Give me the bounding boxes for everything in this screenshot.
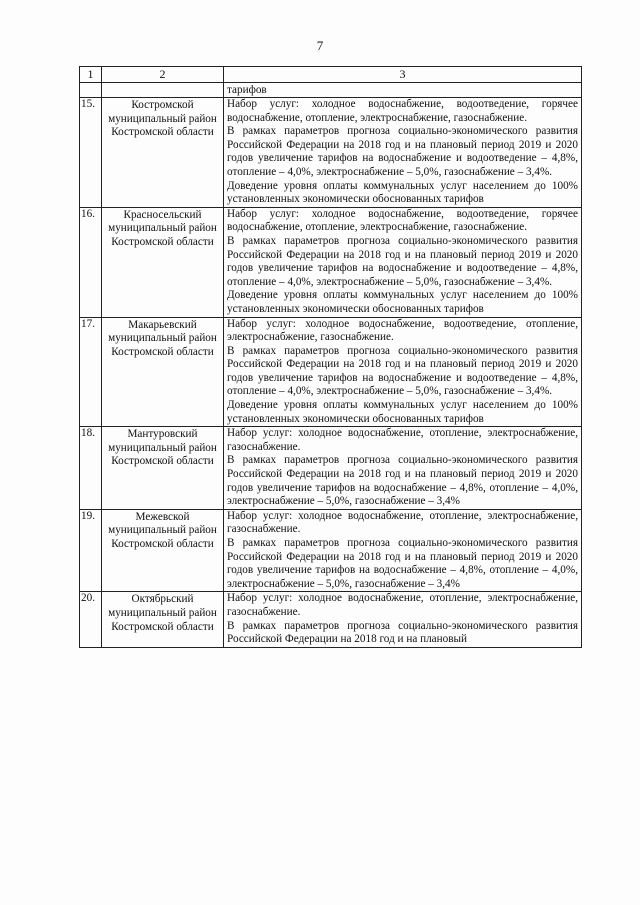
forecast-paragraph: В рамках параметров прогноза социально-экономического развития Российской Федерации на 2018 год и на плановый период 2019 и 2020 годов увеличение тарифов на водоснабжение – 4,8%, отопление – 4,0%, электроснабжение – 5,0%, газоснабжение – 3,4% [227, 454, 578, 508]
table-header-row [80, 67, 582, 83]
tariff-description [224, 509, 582, 592]
column-header-2: 2 [102, 67, 224, 83]
services-paragraph: Набор услуг: холодное водоснабжение, отопление, электроснабжение, газоснабжение. [227, 509, 578, 536]
forecast-paragraph: В рамках параметров прогноза социально-экономического развития Российской Федерации на 2018 год и на плановый период 2019 и 2020 годов увеличение тарифов на водоснабжение и водоотведение – 4,8%, отопление – 4,0%, электроснабжение – 5,0%, газоснабжение – 3,4%. [227, 125, 578, 178]
row-number: 20. [80, 592, 102, 647]
region-name: Межевской муниципальный район Костромской области [102, 509, 224, 592]
page-number: 7 [316, 38, 324, 53]
tariff-description [224, 592, 582, 647]
column-header-3: 3 [224, 67, 582, 83]
payment-paragraph: Доведение уровня оплаты коммунальных услуг населением до 100% установленных экономически обоснованных тарифов [227, 289, 578, 315]
row-number: 16. [80, 207, 102, 317]
continuation-num-cell [80, 83, 102, 98]
tariff-description [224, 98, 582, 208]
row-number: 19. [80, 509, 102, 592]
continuation-text: тарифов [224, 83, 582, 98]
tariff-description [224, 427, 582, 510]
table-row [80, 207, 582, 317]
table-row [80, 427, 582, 510]
continuation-row [80, 83, 582, 98]
region-name: Красносельский муниципальный район Костромской области [102, 207, 224, 317]
services-paragraph: Набор услуг: холодное водоснабжение, водоотведение, отопление, электроснабжение, газоснабжение. [227, 317, 578, 344]
tariff-description [224, 317, 582, 427]
services-paragraph: Набор услуг: холодное водоснабжение, отопление, электроснабжение, газоснабжение. [227, 427, 578, 453]
payment-paragraph: Доведение уровня оплаты коммунальных услуг населением до 100% установленных экономически обоснованных тарифов [227, 399, 578, 425]
row-number: 18. [80, 427, 102, 510]
row-number: 15. [80, 98, 102, 208]
table-row [80, 592, 582, 647]
region-name: Костромской муниципальный район Костромской области [102, 98, 224, 208]
column-header-1: 1 [80, 67, 102, 83]
table-row [80, 98, 582, 208]
forecast-paragraph: В рамках параметров прогноза социально-экономического развития Российской Федерации на 2018 год и на плановый период 2019 и 2020 годов увеличение тарифов на водоснабжение – 4,8%, отопление – 4,0%, электроснабжение – 5,0%, газоснабжение – 3,4% [227, 537, 578, 590]
tariff-description [224, 207, 582, 317]
region-name: Макарьевский муниципальный район Костромской области [102, 317, 224, 427]
services-paragraph: Набор услуг: холодное водоснабжение, водоотведение, горячее водоснабжение, отопление, электроснабжение, газоснабжение. [227, 207, 578, 234]
services-paragraph: Набор услуг: холодное водоснабжение, отопление, электроснабжение, газоснабжение. [227, 592, 578, 618]
tariff-table [79, 66, 582, 648]
forecast-paragraph: В рамках параметров прогноза социально-экономического развития Российской Федерации на 2018 год и на плановый период 2019 и 2020 годов увеличение тарифов на водоснабжение и водоотведение – 4,8%, отопление – 4,0%, электроснабжение – 5,0%, газоснабжение – 3,4%. [227, 344, 578, 398]
services-paragraph: Набор услуг: холодное водоснабжение, водоотведение, горячее водоснабжение, отопление, электроснабжение, газоснабжение. [227, 98, 578, 124]
row-number: 17. [80, 317, 102, 427]
forecast-paragraph: В рамках параметров прогноза социально-экономического развития Российской Федерации на 2018 год и на плановый [227, 619, 578, 646]
region-name: Октябрьский муниципальный район Костромской области [102, 592, 224, 647]
region-name: Мантуровский муниципальный район Костромской области [102, 427, 224, 510]
table-row [80, 317, 582, 427]
payment-paragraph: Доведение уровня оплаты коммунальных услуг населением до 100% установленных экономически обоснованных тарифов [227, 179, 578, 206]
continuation-region-cell [102, 83, 224, 98]
forecast-paragraph: В рамках параметров прогноза социально-экономического развития Российской Федерации на 2018 год и на плановый период 2019 и 2020 годов увеличение тарифов на водоснабжение и водоотведение – 4,8%, отопление – 4,0%, электроснабжение – 5,0%, газоснабжение – 3,4%. [227, 234, 578, 288]
table-row [80, 509, 582, 592]
